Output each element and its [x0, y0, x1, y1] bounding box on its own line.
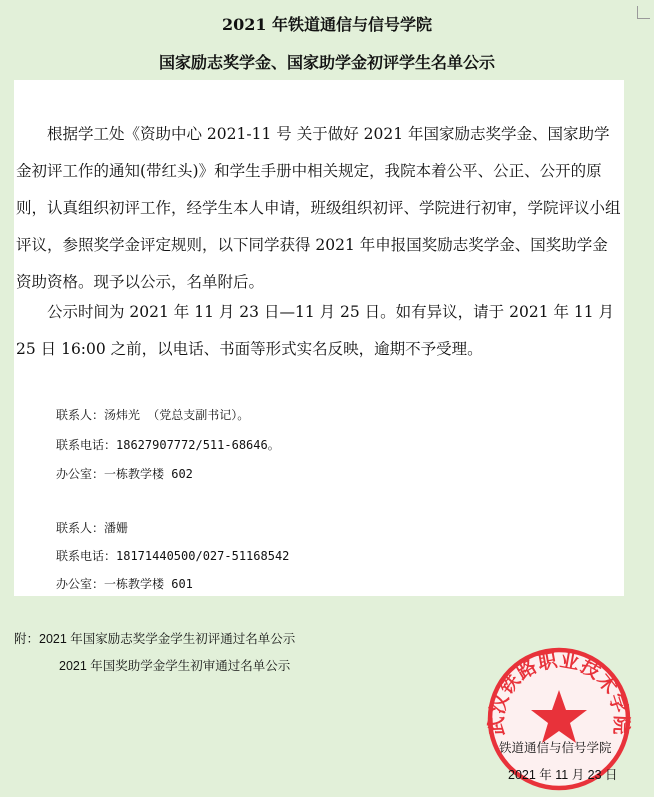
svg-text:武汉铁路职业技术学院: 武汉铁路职业技术学院 — [486, 649, 632, 737]
contact-2-phone: 联系电话：18171440500/027-51168542 — [56, 549, 290, 563]
notice-paragraph-1: 根据学工处《资助中心 2021-11 号 关于做好 2021 年国家励志奖学金、国家助学金初评工作的通知(带红头)》和学生手册中相关规定，我院本着公平、公正、公开的原则，认真组织初评工作，经学生本人申请，班级组织初评、学院进行初审，学院评议小组评议，参照奖学金评定规则，以下同学获得 2021 年申报国奖励志奖学金、国奖助学金资助资格。现予以公示，名单附后。 — [16, 125, 621, 291]
contact-1-office: 办公室：一栋教学楼 602 — [56, 467, 193, 481]
signature-date: 2021 年 11 月 23 日 — [508, 768, 618, 782]
contact-2-office: 办公室：一栋教学楼 601 — [56, 577, 193, 591]
contact-1-phone: 联系电话：18627907772/511-68646。 — [56, 438, 280, 452]
contact-1-name: 联系人：汤炜光 （党总支副书记）。 — [56, 408, 250, 422]
title-line-2: 国家励志奖学金、国家助学金初评学生名单公示 — [158, 53, 495, 72]
notice-paragraph-2: 公示时间为 2021 年 11 月 23 日—11 月 25 日。如有异议，请于 2021 年 11 月 25 日 16:00 之前，以电话、书面等形式实名反映，逾期不予受理。 — [16, 303, 615, 358]
signature-org: 铁道通信与信号学院 — [499, 741, 612, 755]
notice-panel — [14, 80, 624, 596]
title-line-1: 2021 年铁道通信与信号学院 — [221, 15, 433, 34]
attachment-line-1: 附：2021 年国家励志奖学金学生初评通过名单公示 — [14, 632, 296, 646]
contact-2-name: 联系人：潘姗 — [56, 521, 129, 535]
attachment-line-2: 2021 年国奖助学金学生初审通过名单公示 — [59, 659, 291, 673]
